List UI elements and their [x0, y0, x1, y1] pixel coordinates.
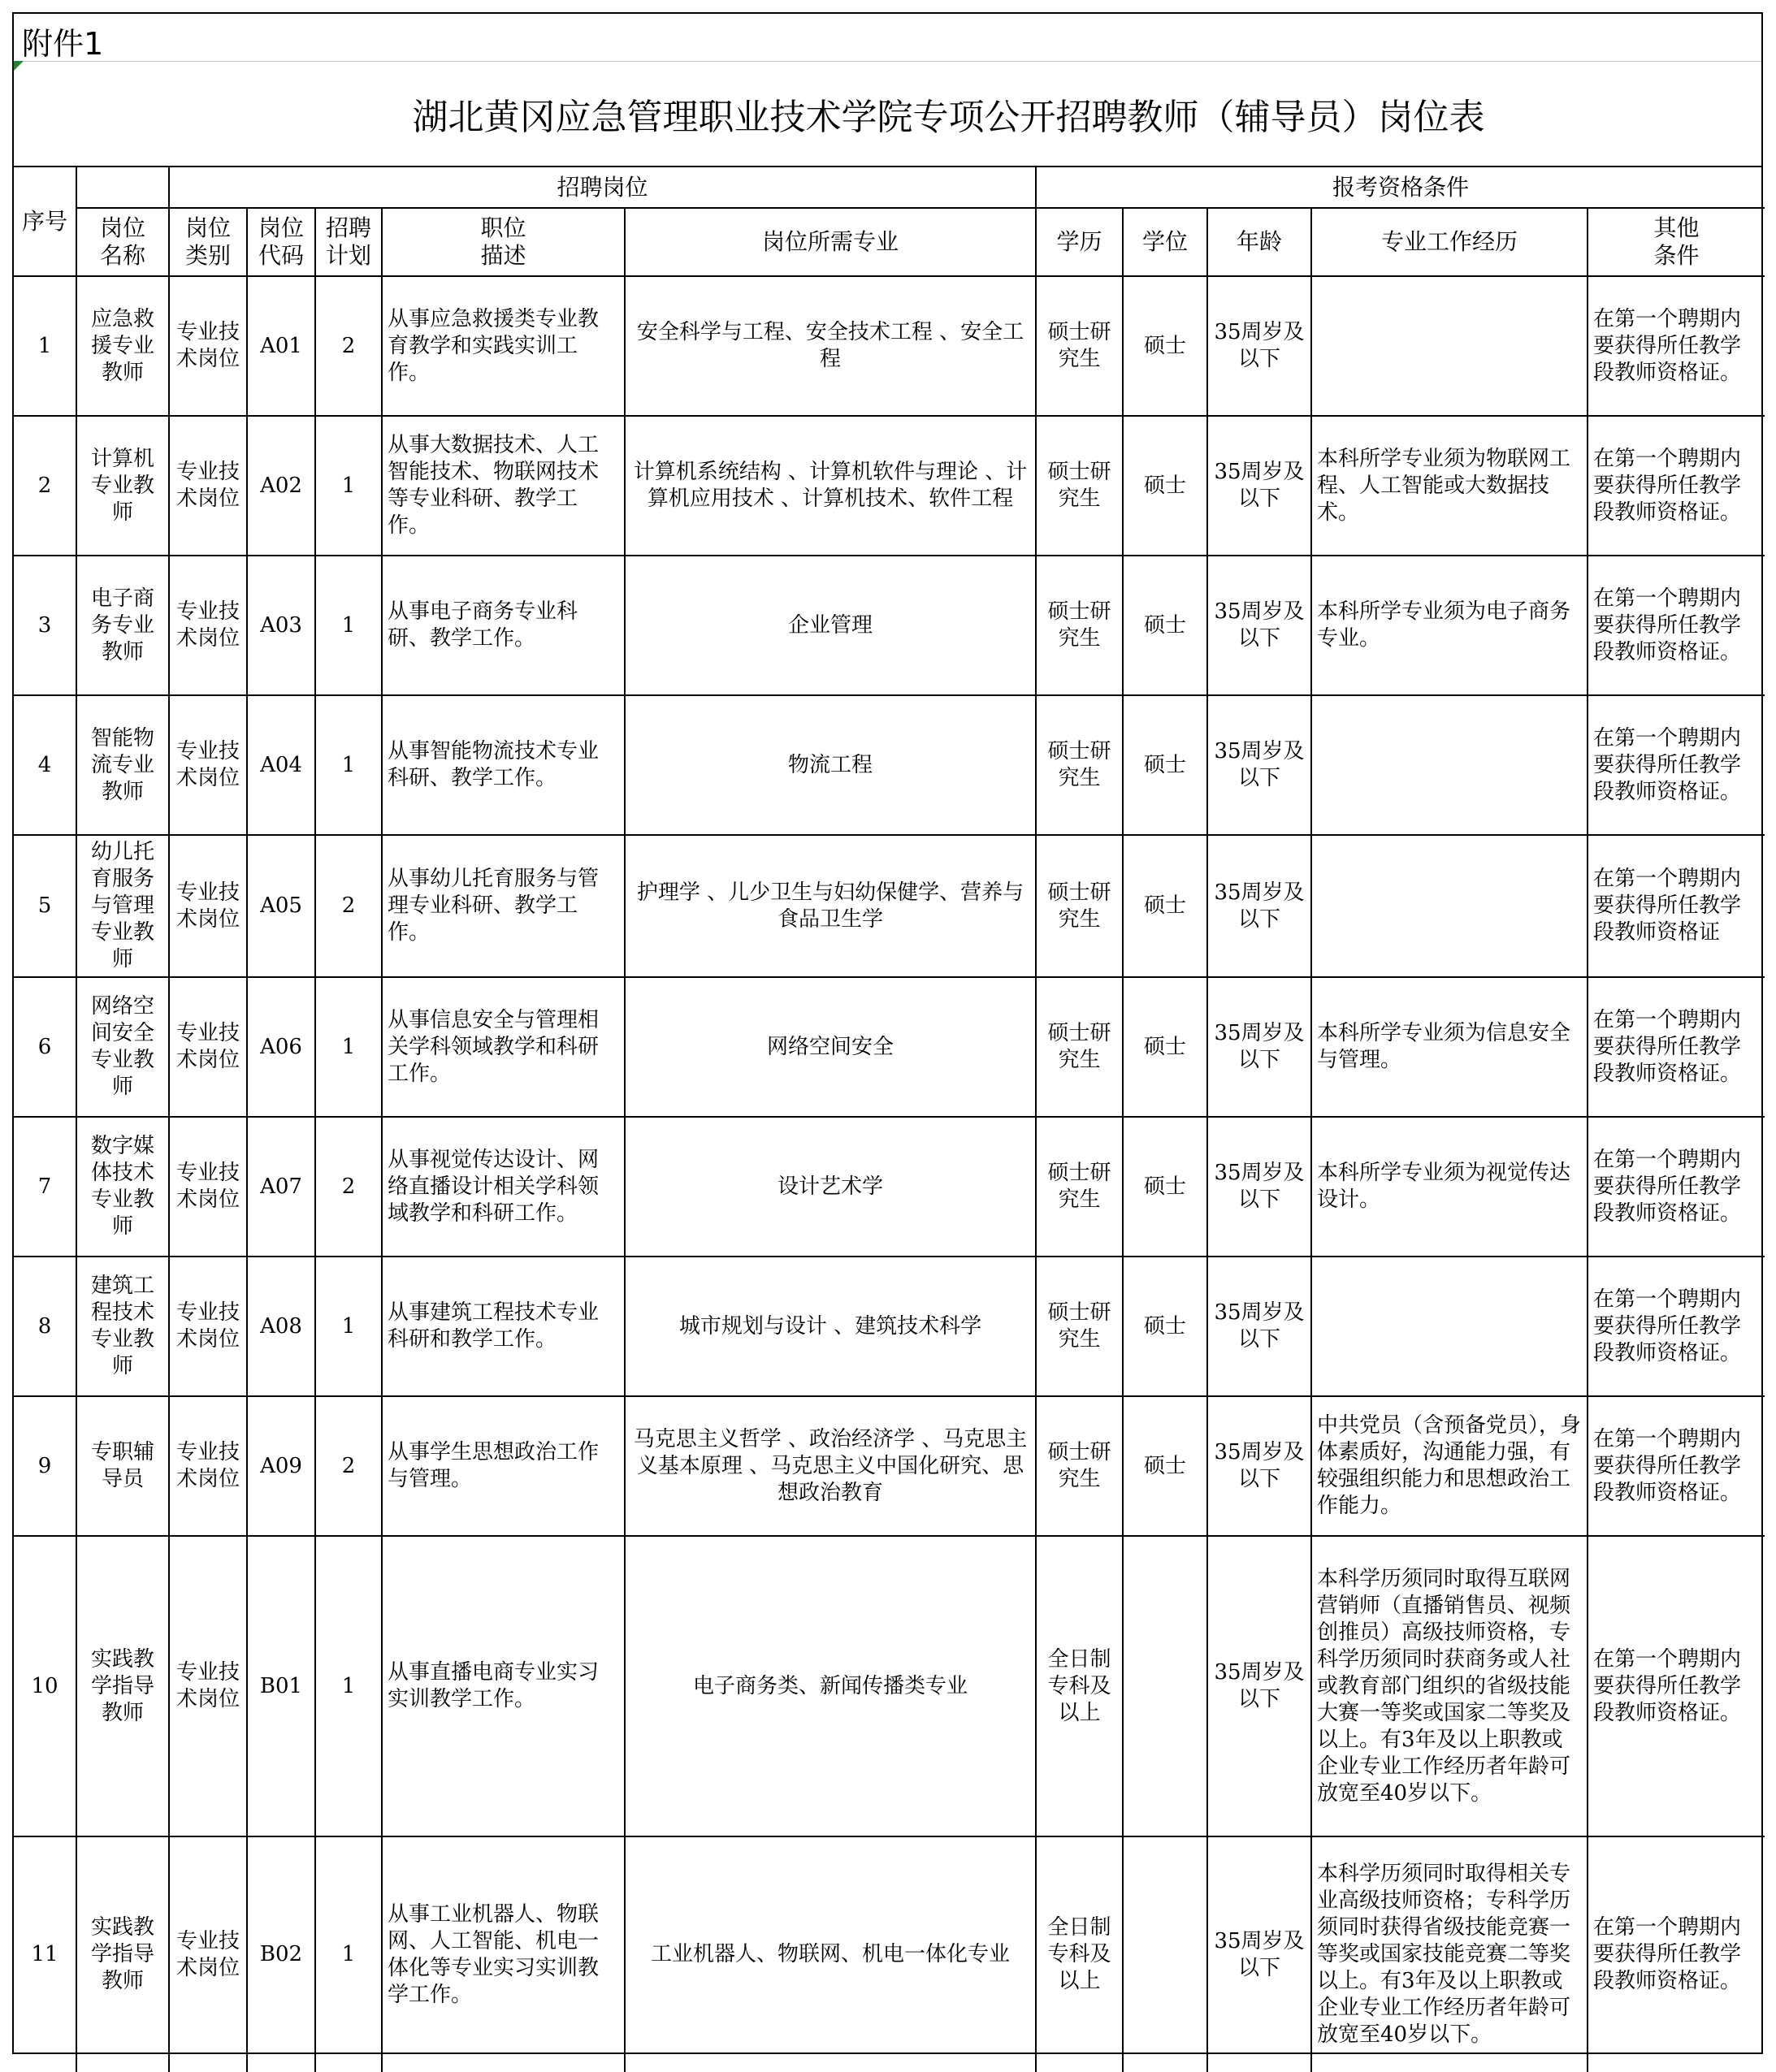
- cell-education[interactable]: 硕士研究生: [1036, 556, 1123, 695]
- cell-post-code[interactable]: B01: [247, 1536, 315, 1836]
- cell-comment-marker: [14, 61, 24, 71]
- header-degree[interactable]: 学位: [1123, 208, 1207, 276]
- cell-seq[interactable]: 6: [14, 977, 76, 1117]
- cell-experience[interactable]: 本科所学专业须为视觉传达设计。: [1311, 1117, 1588, 1257]
- cell-education[interactable]: 硕士研究生: [1036, 1257, 1123, 1396]
- cell-plan[interactable]: 1: [315, 416, 382, 556]
- cell-post-type[interactable]: 专业技术岗位: [169, 977, 247, 1117]
- cell-other[interactable]: 在第一个聘期内要获得所任教学段教师资格证: [1588, 835, 1765, 977]
- cell-major[interactable]: 城市规划与设计 、建筑技术科学: [625, 1257, 1036, 1396]
- header-post-code-text: 岗位 代码: [258, 214, 304, 269]
- cell-seq[interactable]: 4: [14, 695, 76, 835]
- header-duty[interactable]: [382, 208, 625, 276]
- cell-other[interactable]: 在第一个聘期内要获得所任教学段教师资格证。: [1588, 977, 1765, 1117]
- cell-duty[interactable]: 从事电子商务专业科研、教学工作。: [382, 556, 625, 695]
- cell-plan[interactable]: 2: [315, 1117, 382, 1257]
- header-post-name-text: 岗位 名称: [99, 214, 145, 269]
- cell-seq[interactable]: 9: [14, 1396, 76, 1536]
- cell-post-type[interactable]: 专业技术岗位: [169, 1536, 247, 1836]
- cell-duty[interactable]: 从事智能物流技术专业科研、教学工作。: [382, 695, 625, 835]
- table-row: [14, 556, 1765, 695]
- cell-post-name[interactable]: 计算机专业教师: [76, 416, 169, 556]
- cell-post-type[interactable]: 专业技术岗位: [169, 1836, 247, 2072]
- header-age[interactable]: 年龄: [1207, 208, 1311, 276]
- cell-duty[interactable]: 从事视觉传达设计、网络直播设计相关学科领域教学和科研工作。: [382, 1117, 625, 1257]
- cell-plan[interactable]: 2: [315, 276, 382, 416]
- cell-seq[interactable]: 2: [14, 416, 76, 556]
- cell-other[interactable]: 在第一个聘期内要获得所任教学段教师资格证。: [1588, 556, 1765, 695]
- cell-post-code[interactable]: A07: [247, 1117, 315, 1257]
- header-other-text: 其他 条件: [1653, 214, 1700, 269]
- cell-other[interactable]: 在第一个聘期内要获得所任教学段教师资格证。: [1588, 1396, 1765, 1536]
- cell-experience[interactable]: 本科所学专业须为电子商务专业。: [1311, 556, 1588, 695]
- cell-post-code[interactable]: A01: [247, 276, 315, 416]
- cell-other[interactable]: 在第一个聘期内要获得所任教学段教师资格证。: [1588, 1836, 1765, 2072]
- cell-major[interactable]: 网络空间安全: [625, 977, 1036, 1117]
- positions-table: [14, 167, 1765, 2072]
- cell-major[interactable]: 企业管理: [625, 556, 1036, 695]
- cell-post-type[interactable]: 专业技术岗位: [169, 1117, 247, 1257]
- cell-post-type[interactable]: 专业技术岗位: [169, 416, 247, 556]
- cell-degree[interactable]: 硕士: [1123, 1396, 1207, 1536]
- cell-age[interactable]: 35周岁及以下: [1207, 1536, 1311, 1836]
- cell-post-name[interactable]: 智能物流专业教师: [76, 695, 169, 835]
- cell-post-name[interactable]: 实践教学指导教师: [76, 1536, 169, 1836]
- cell-degree[interactable]: [1123, 1536, 1207, 1836]
- cell-age[interactable]: 35周岁及以下: [1207, 276, 1311, 416]
- cell-post-code[interactable]: A09: [247, 1396, 315, 1536]
- cell-major[interactable]: 设计艺术学: [625, 1117, 1036, 1257]
- table-row: [14, 977, 1765, 1117]
- cell-age[interactable]: 35周岁及以下: [1207, 416, 1311, 556]
- header-group-recruit[interactable]: 招聘岗位: [169, 167, 1036, 208]
- table-row: [14, 1536, 1765, 1836]
- cell-post-code[interactable]: A04: [247, 695, 315, 835]
- cell-post-name[interactable]: 应急救援专业教师: [76, 276, 169, 416]
- cell-plan[interactable]: 2: [315, 835, 382, 977]
- cell-degree[interactable]: 硕士: [1123, 1257, 1207, 1396]
- cell-major[interactable]: 电子商务类、新闻传播类专业: [625, 1536, 1036, 1836]
- cell-experience[interactable]: 中共党员（含预备党员），身体素质好，沟通能力强，有较强组织能力和思想政治工作能力。: [1311, 1396, 1588, 1536]
- cell-plan[interactable]: 2: [315, 1396, 382, 1536]
- spreadsheet: [12, 12, 1763, 2054]
- cell-age[interactable]: 35周岁及以下: [1207, 695, 1311, 835]
- cell-seq[interactable]: 8: [14, 1257, 76, 1396]
- attachment-label[interactable]: 附件1: [22, 26, 104, 62]
- cell-experience[interactable]: [1311, 835, 1588, 977]
- cell-duty[interactable]: 从事学生思想政治工作与管理。: [382, 1396, 625, 1536]
- cell-age[interactable]: 35周岁及以下: [1207, 1836, 1311, 2072]
- cell-degree[interactable]: 硕士: [1123, 416, 1207, 556]
- header-post-name[interactable]: [76, 208, 169, 276]
- cell-experience[interactable]: 本科学历须同时取得相关专业高级技师资格；专科学历须同时获得省级技能竞赛一等奖或国家技能竞赛二等奖以上。有3年及以上职教或企业专业工作经历者年龄可放宽至40岁以下。: [1311, 1836, 1588, 2072]
- cell-post-name[interactable]: 幼儿托育服务与管理专业教师: [76, 835, 169, 977]
- cell-post-name[interactable]: 数字媒体技术专业教师: [76, 1117, 169, 1257]
- cell-education[interactable]: 硕士研究生: [1036, 695, 1123, 835]
- cell-post-code[interactable]: B02: [247, 1836, 315, 2072]
- cell-degree[interactable]: 硕士: [1123, 695, 1207, 835]
- cell-plan[interactable]: 1: [315, 1836, 382, 2072]
- cell-other[interactable]: 在第一个聘期内要获得所任教学段教师资格证。: [1588, 695, 1765, 835]
- header-group-requirements[interactable]: 报考资格条件: [1036, 167, 1765, 208]
- cell-post-type[interactable]: 专业技术岗位: [169, 695, 247, 835]
- cell-post-type[interactable]: 专业技术岗位: [169, 1257, 247, 1396]
- cell-education[interactable]: 全日制专科及以上: [1036, 1536, 1123, 1836]
- cell-degree[interactable]: 硕士: [1123, 276, 1207, 416]
- cell-plan[interactable]: 1: [315, 1257, 382, 1396]
- cell-plan[interactable]: 1: [315, 977, 382, 1117]
- cell-seq[interactable]: 10: [14, 1536, 76, 1836]
- cell-duty[interactable]: 从事大数据技术、人工智能技术、物联网技术等专业科研、教学工作。: [382, 416, 625, 556]
- cell-major[interactable]: 马克思主义哲学 、政治经济学 、马克思主义基本原理 、马克思主义中国化研究、思想政治教育: [625, 1396, 1036, 1536]
- cell-degree[interactable]: 硕士: [1123, 556, 1207, 695]
- header-major[interactable]: 岗位所需专业: [625, 208, 1036, 276]
- cell-other[interactable]: 在第一个聘期内要获得所任教学段教师资格证。: [1588, 1117, 1765, 1257]
- cell-age[interactable]: 35周岁及以下: [1207, 977, 1311, 1117]
- table-row: [14, 1836, 1765, 2072]
- cell-seq[interactable]: 11: [14, 1836, 76, 2072]
- header-experience[interactable]: 专业工作经历: [1311, 208, 1588, 276]
- cell-post-code[interactable]: A02: [247, 416, 315, 556]
- cell-post-name[interactable]: 实践教学指导教师: [76, 1836, 169, 2072]
- cell-experience[interactable]: [1311, 276, 1588, 416]
- cell-plan[interactable]: 1: [315, 695, 382, 835]
- cell-education[interactable]: 硕士研究生: [1036, 1117, 1123, 1257]
- cell-seq[interactable]: 5: [14, 835, 76, 977]
- cell-degree[interactable]: 硕士: [1123, 1117, 1207, 1257]
- cell-experience[interactable]: [1311, 1257, 1588, 1396]
- page-title[interactable]: 湖北黄冈应急管理职业技术学院专项公开招聘教师（辅导员）岗位表: [412, 97, 1485, 138]
- cell-other[interactable]: 在第一个聘期内要获得所任教学段教师资格证。: [1588, 276, 1765, 416]
- cell-education[interactable]: 硕士研究生: [1036, 276, 1123, 416]
- table-row: [14, 1257, 1765, 1396]
- cell-age[interactable]: 35周岁及以下: [1207, 1396, 1311, 1536]
- cell-post-code[interactable]: A06: [247, 977, 315, 1117]
- cell-post-code[interactable]: A08: [247, 1257, 315, 1396]
- cell-experience[interactable]: 本科所学专业须为信息安全与管理。: [1311, 977, 1588, 1117]
- cell-post-name[interactable]: 网络空间安全专业教师: [76, 977, 169, 1117]
- cell-duty[interactable]: 从事幼儿托育服务与管理专业科研、教学工作。: [382, 835, 625, 977]
- header-post-code[interactable]: [247, 208, 315, 276]
- cell-duty[interactable]: 从事工业机器人、物联网、人工智能、机电一体化等专业实习实训教学工作。: [382, 1836, 625, 2072]
- cell-seq[interactable]: 7: [14, 1117, 76, 1257]
- cell-major[interactable]: 安全科学与工程、安全技术工程 、安全工程: [625, 276, 1036, 416]
- cell-post-code[interactable]: A03: [247, 556, 315, 695]
- cell-plan[interactable]: 1: [315, 1536, 382, 1836]
- header-seq[interactable]: 序号: [14, 167, 76, 276]
- cell-education[interactable]: 全日制专科及以上: [1036, 1836, 1123, 2072]
- cell-post-name[interactable]: 电子商务专业教师: [76, 556, 169, 695]
- cell-post-type[interactable]: 专业技术岗位: [169, 835, 247, 977]
- cell-degree[interactable]: 硕士: [1123, 977, 1207, 1117]
- cell-other[interactable]: 在第一个聘期内要获得所任教学段教师资格证。: [1588, 1536, 1765, 1836]
- cell-post-name[interactable]: 专职辅导员: [76, 1396, 169, 1536]
- cell-education[interactable]: 硕士研究生: [1036, 416, 1123, 556]
- cell-post-type[interactable]: 专业技术岗位: [169, 556, 247, 695]
- table-row: [14, 1117, 1765, 1257]
- cell-major[interactable]: 工业机器人、物联网、机电一体化专业: [625, 1836, 1036, 2072]
- cell-major[interactable]: 物流工程: [625, 695, 1036, 835]
- table-row: [14, 276, 1765, 416]
- cell-education[interactable]: 硕士研究生: [1036, 977, 1123, 1117]
- title-row: [14, 62, 1761, 167]
- header-plan[interactable]: [315, 208, 382, 276]
- cell-major[interactable]: 计算机系统结构 、计算机软件与理论 、计算机应用技术 、计算机技术、软件工程: [625, 416, 1036, 556]
- cell-age[interactable]: 35周岁及以下: [1207, 556, 1311, 695]
- cell-post-type[interactable]: 专业技术岗位: [169, 276, 247, 416]
- table-row: [14, 835, 1765, 977]
- cell-post-name[interactable]: 建筑工程技术专业教师: [76, 1257, 169, 1396]
- cell-duty[interactable]: 从事信息安全与管理相关学科领域教学和科研工作。: [382, 977, 625, 1117]
- header-post-type[interactable]: [169, 208, 247, 276]
- table-row: [14, 1396, 1765, 1536]
- attachment-row: [14, 14, 1761, 62]
- cell-education[interactable]: 硕士研究生: [1036, 1396, 1123, 1536]
- cell-education[interactable]: 硕士研究生: [1036, 835, 1123, 977]
- cell-age[interactable]: 35周岁及以下: [1207, 1117, 1311, 1257]
- cell-post-code[interactable]: A05: [247, 835, 315, 977]
- cell-duty[interactable]: 从事应急救援类专业教育教学和实践实训工作。: [382, 276, 625, 416]
- header-post-type-text: 岗位 类别: [184, 214, 231, 269]
- header-other[interactable]: [1588, 208, 1765, 276]
- header-blank[interactable]: [76, 167, 169, 208]
- cell-post-type[interactable]: 专业技术岗位: [169, 1396, 247, 1536]
- cell-seq[interactable]: 3: [14, 556, 76, 695]
- cell-other[interactable]: 在第一个聘期内要获得所任教学段教师资格证。: [1588, 416, 1765, 556]
- cell-degree[interactable]: 硕士: [1123, 835, 1207, 977]
- cell-seq[interactable]: 1: [14, 276, 76, 416]
- cell-experience[interactable]: 本科学历须同时取得互联网营销师（直播销售员、视频创推员）高级技师资格，专科学历须同时获商务或人社或教育部门组织的省级技能大赛一等奖或国家二等奖及以上。有3年及以上职教或企业专业工作经历者年龄可放宽至40岁以下。: [1311, 1536, 1588, 1836]
- cell-age[interactable]: 35周岁及以下: [1207, 1257, 1311, 1396]
- header-duty-text: 职位 描述: [480, 214, 526, 269]
- cell-other[interactable]: 在第一个聘期内要获得所任教学段教师资格证。: [1588, 1257, 1765, 1396]
- cell-experience[interactable]: 本科所学专业须为物联网工程、人工智能或大数据技术。: [1311, 416, 1588, 556]
- cell-duty[interactable]: 从事建筑工程技术专业科研和教学工作。: [382, 1257, 625, 1396]
- header-education[interactable]: 学历: [1036, 208, 1123, 276]
- cell-age[interactable]: 35周岁及以下: [1207, 835, 1311, 977]
- cell-duty[interactable]: 从事直播电商专业实习实训教学工作。: [382, 1536, 625, 1836]
- header-plan-text: 招聘 计划: [325, 214, 371, 269]
- cell-experience[interactable]: [1311, 695, 1588, 835]
- table-row: [14, 695, 1765, 835]
- table-row: [14, 416, 1765, 556]
- cell-degree[interactable]: [1123, 1836, 1207, 2072]
- cell-plan[interactable]: 1: [315, 556, 382, 695]
- cell-major[interactable]: 护理学 、儿少卫生与妇幼保健学、营养与食品卫生学: [625, 835, 1036, 977]
